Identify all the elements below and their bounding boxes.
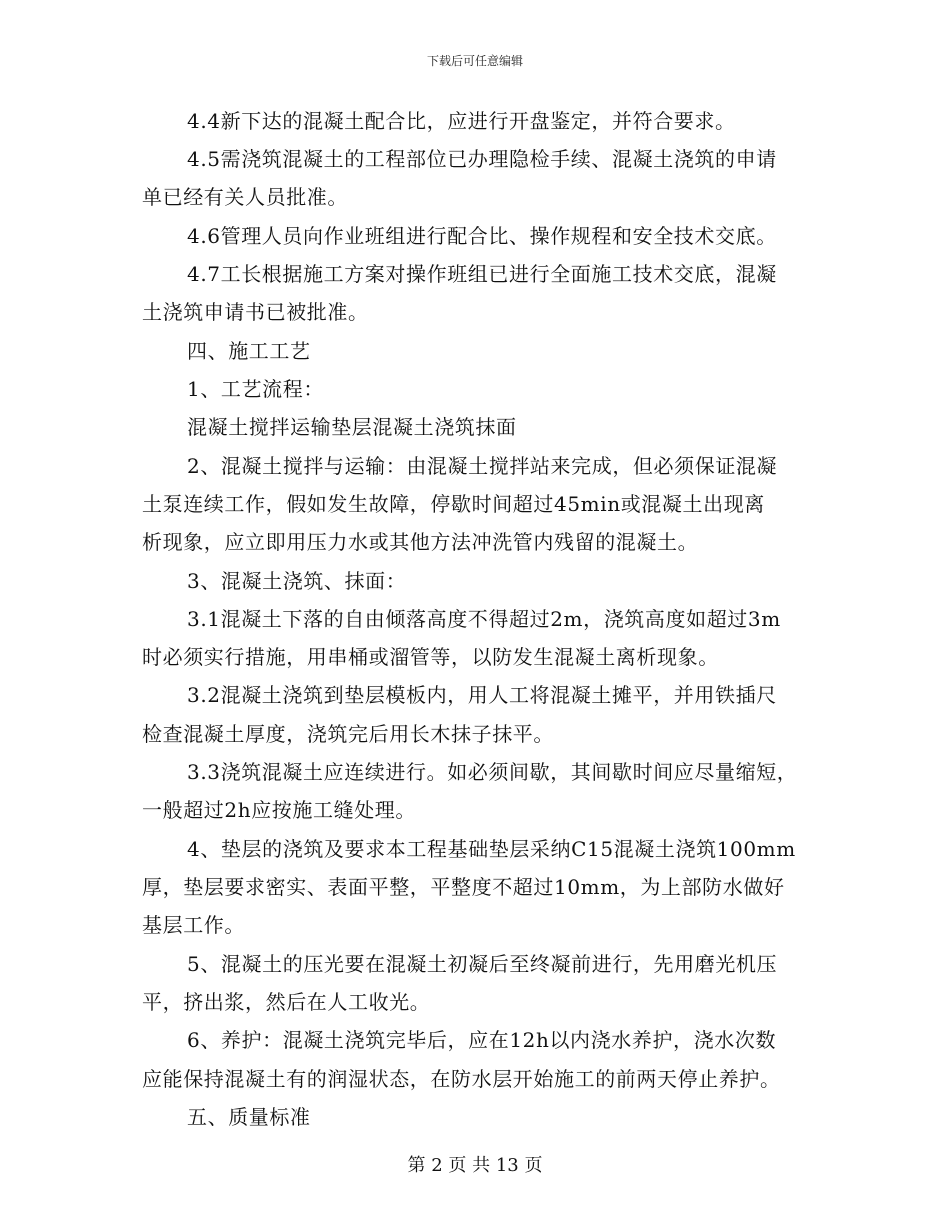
page-header: 下载后可任意编辑	[426, 54, 523, 68]
paragraph-line: 厚，垫层要求密实、表面平整，平整度不超过10mm，为上部防水做好	[142, 875, 785, 899]
paragraph-line: 混凝土搅拌运输垫层混凝土浇筑抹面	[187, 415, 517, 439]
paragraph-line: 4.6管理人员向作业班组进行配合比、操作规程和安全技术交底。	[187, 224, 777, 248]
paragraph-line: 3.2混凝土浇筑到垫层模板内，用人工将混凝土摊平，并用铁插尺	[187, 683, 777, 707]
paragraph-line: 4.7工长根据施工方案对操作班组已进行全面施工技术交底，混凝	[187, 262, 777, 286]
paragraph-line: 5、混凝土的压光要在混凝土初凝后至终凝前进行，先用磨光机压	[187, 952, 778, 976]
paragraph-line: 析现象，应立即用压力水或其他方法冲洗管内残留的混凝土。	[142, 530, 699, 554]
paragraph-line: 应能保持混凝土有的润湿状态，在防水层开始施工的前两天停止养护。	[142, 1067, 781, 1091]
paragraph-line: 3.1混凝土下落的自由倾落高度不得超过2m，浇筑高度如超过3m	[187, 607, 781, 631]
paragraph-line: 检查混凝土厚度，浇筑完后用长木抹子抹平。	[142, 722, 554, 746]
section-heading: 四、施工工艺	[187, 339, 311, 363]
subsection-heading: 1、工艺流程：	[187, 377, 324, 401]
paragraph-line: 4.5需浇筑混凝土的工程部位已办理隐检手续、混凝土浇筑的申请	[187, 147, 777, 171]
paragraph-line: 3.3浇筑混凝土应连续进行。如必须间歇，其间歇时间应尽量缩短，	[187, 760, 798, 784]
subsection-heading: 3、混凝土浇筑、抹面：	[187, 569, 407, 593]
paragraph-line: 土泵连续工作，假如发生故障，停歇时间超过45min或混凝土出现离	[142, 492, 765, 516]
paragraph-line: 4.4新下达的混凝土配合比，应进行开盘鉴定，并符合要求。	[187, 109, 736, 133]
paragraph-line: 时必须实行措施，用串桶或溜管等，以防发生混凝土离析现象。	[142, 645, 719, 669]
paragraph-line: 2、混凝土搅拌与运输：由混凝土搅拌站来完成，但必须保证混凝	[187, 454, 778, 478]
section-heading: 五、质量标准	[187, 1105, 311, 1129]
paragraph-line: 单已经有关人员批准。	[142, 185, 348, 209]
paragraph-line: 一般超过2h应按施工缝处理。	[142, 798, 417, 822]
paragraph-line: 6、养护：混凝土浇筑完毕后，应在12h以内浇水养护，浇水次数	[187, 1028, 777, 1052]
paragraph-line: 基层工作。	[142, 913, 245, 937]
page-number-footer: 第 2 页 共 13 页	[407, 1155, 543, 1176]
paragraph-line: 土浇筑申请书已被批准。	[142, 300, 369, 324]
paragraph-line: 4、垫层的浇筑及要求本工程基础垫层采纳C15混凝土浇筑100mm	[187, 837, 796, 861]
paragraph-line: 平，挤出浆，然后在人工收光。	[142, 990, 431, 1014]
